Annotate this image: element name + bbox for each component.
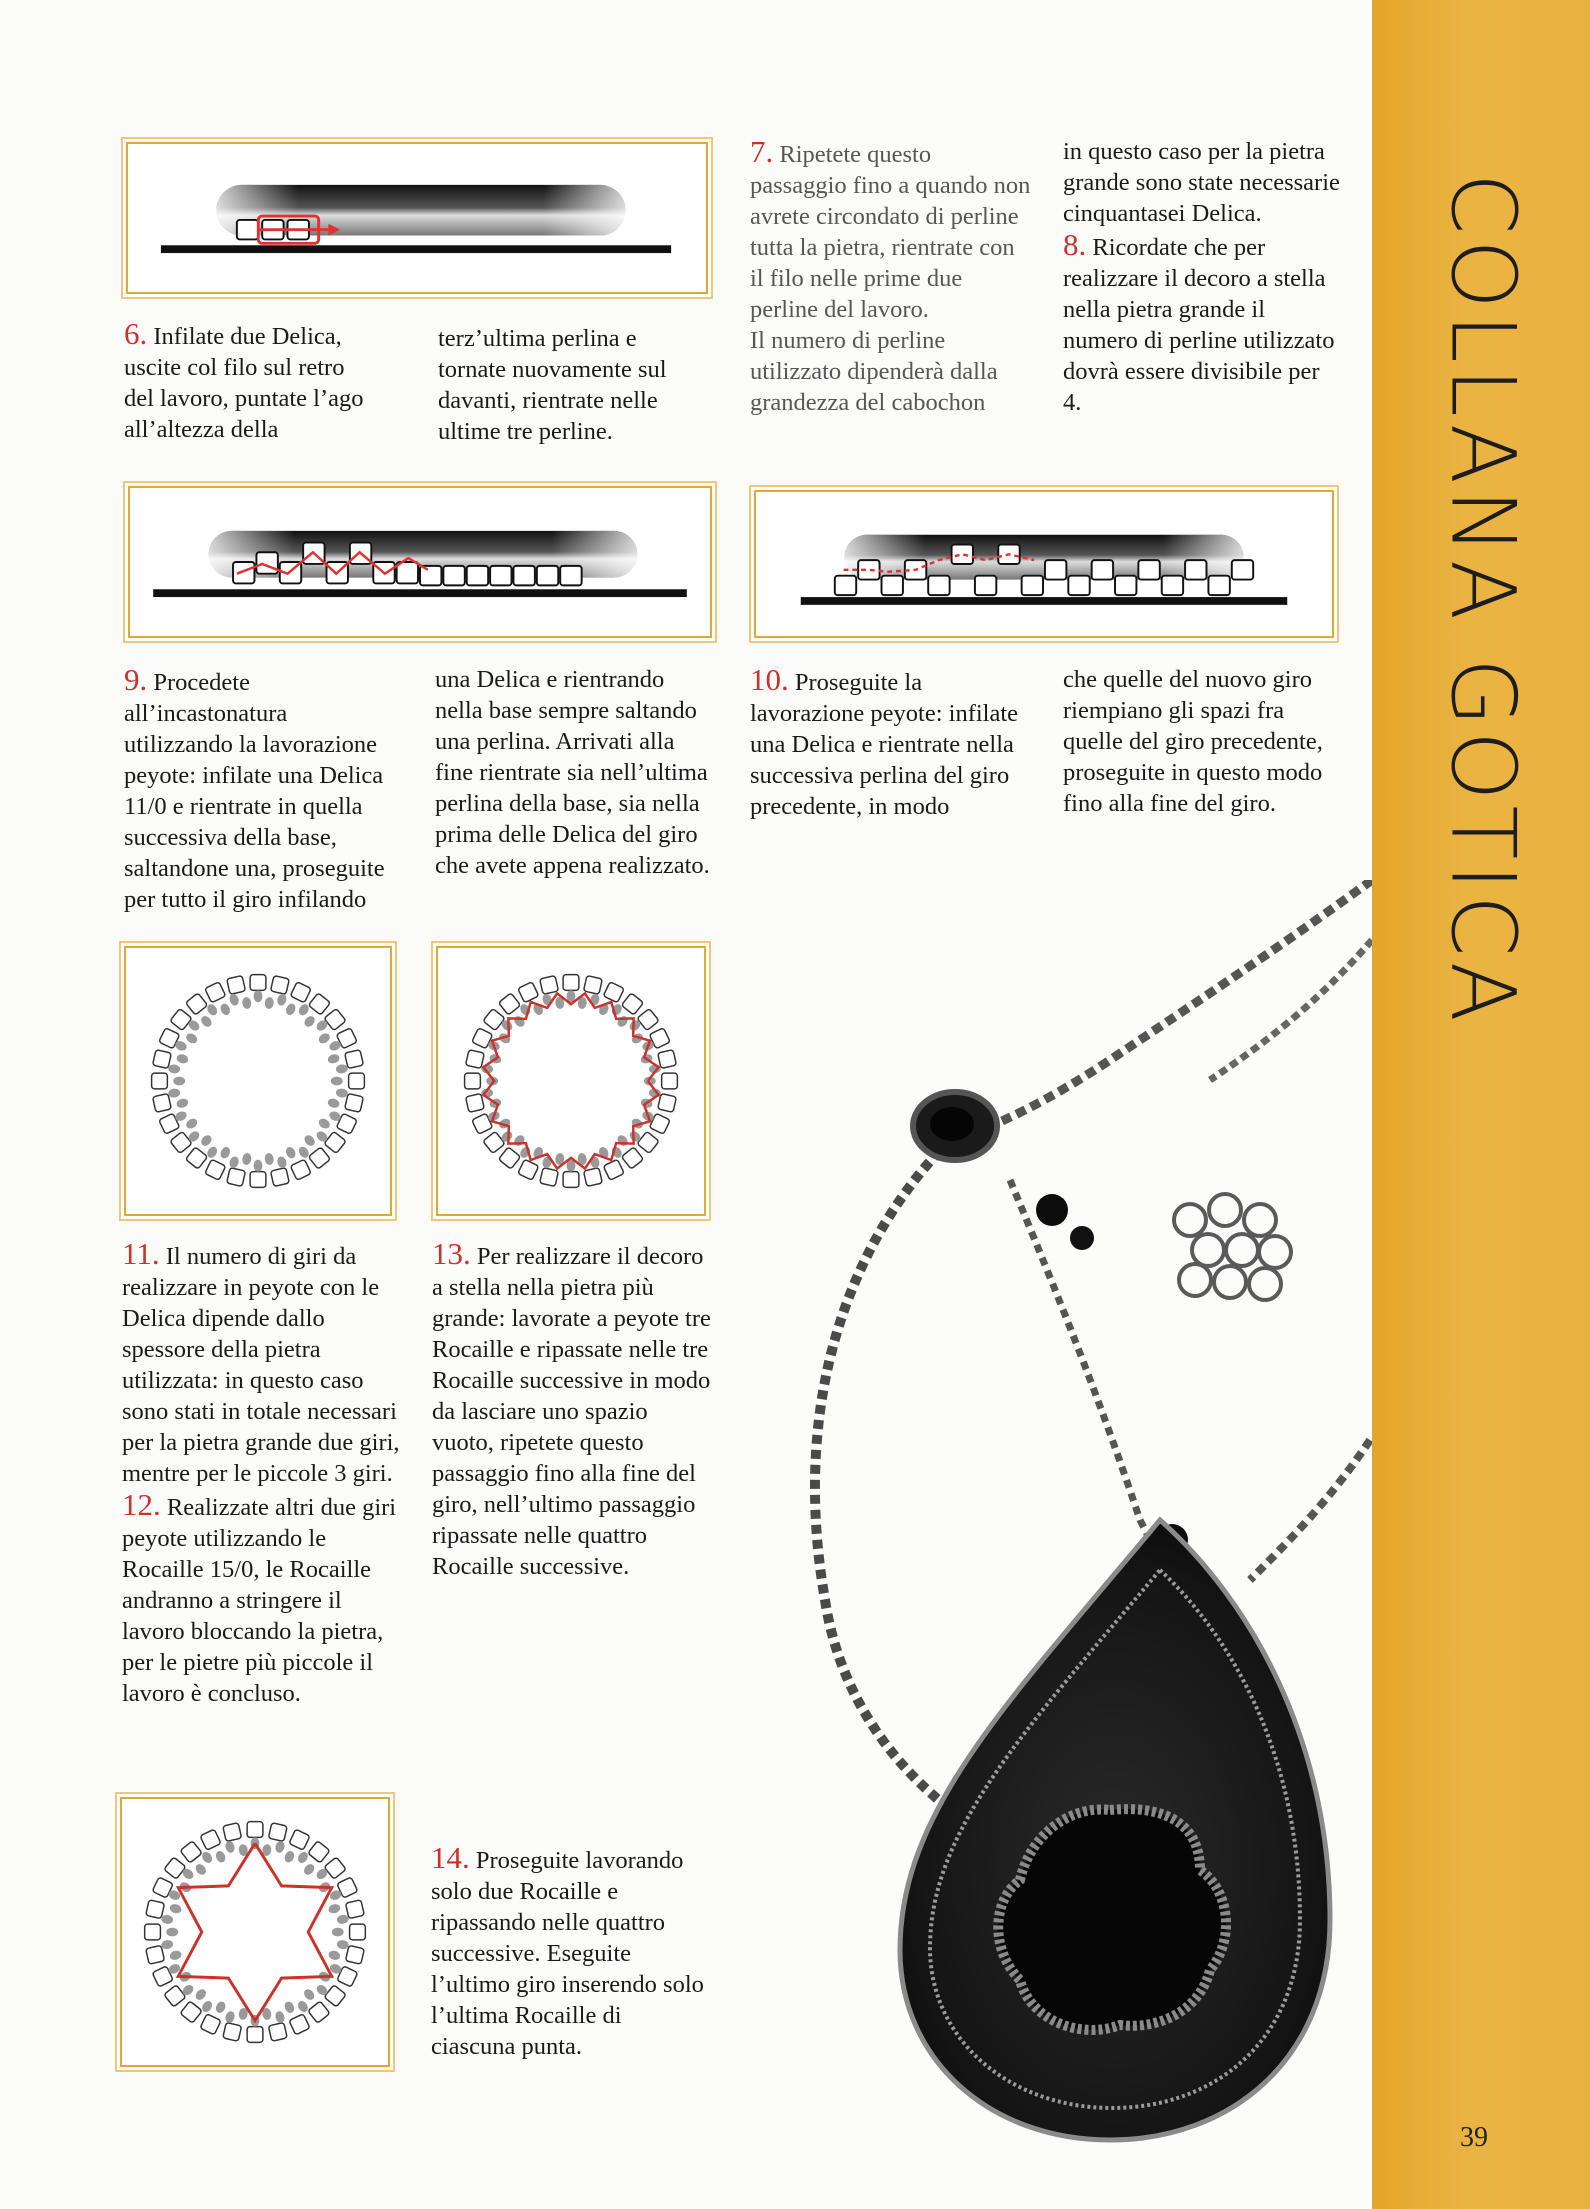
step-9-col2 bbox=[435, 664, 713, 881]
diagram-peyote-row bbox=[130, 488, 710, 636]
delica-bead bbox=[146, 1945, 165, 1964]
delica-bead bbox=[637, 1131, 659, 1153]
delica-bead bbox=[466, 1050, 485, 1069]
step-text: una Delica e rientrando nella base sempre saltando una perlina. Arrivati alla fine rientrate sia nell’ultima perlina della base, sia nella prima delle Delica del giro che avete appena realizzato. bbox=[435, 666, 710, 879]
delica-bead bbox=[227, 1168, 246, 1187]
delica-bead bbox=[247, 1822, 263, 1838]
delica-bead bbox=[603, 1159, 624, 1180]
rocaille-bead bbox=[242, 1153, 252, 1166]
rocaille-bead bbox=[541, 1155, 553, 1169]
step-text: Ripetete questo passaggio fino a quando non avrete circondato di perline tutta la pietra, rientrate con il filo nelle prime due perline del lavoro. bbox=[750, 141, 1031, 323]
rocaille-bead bbox=[274, 2010, 286, 2024]
delica-bead bbox=[324, 1131, 346, 1153]
delica-bead bbox=[250, 975, 266, 991]
step-text: Per realizzare il decoro a stella nella pietra più grande: lavorate a peyote tre Rocaille e ripassate nelle tre Rocaille successive in modo da lasciare uno spazio vuoto, ripetete questo passaggio fino alla fine del giro, nell’ultimo passaggio ripassate nelle quattro Rocaille successive. bbox=[432, 1243, 711, 1580]
delica-bead bbox=[603, 982, 624, 1003]
rocaille-bead bbox=[161, 1914, 174, 1924]
step-text: Procedete all’incastonatura utilizzando la lavorazione peyote: infilate una Delica 11/0 e rientrate in quella successiva della base, saltandone una, proseguite per tutto il giro infilando bbox=[124, 669, 385, 913]
step-number: 9. bbox=[124, 662, 148, 697]
figure-step-10 bbox=[754, 490, 1334, 638]
delica-bead bbox=[637, 1008, 659, 1030]
delica-bead bbox=[483, 1008, 505, 1030]
step-text: Proseguite la lavorazione peyote: infilate una Delica e rientrate nella successiva perlina del giro precedente, in modo bbox=[750, 669, 1019, 820]
delica-bead bbox=[350, 1924, 366, 1940]
rocaille-bead bbox=[302, 1014, 316, 1029]
rocaille-bead bbox=[184, 1031, 199, 1045]
rocaille-bead bbox=[327, 1053, 341, 1065]
delica-bead bbox=[170, 1009, 192, 1031]
rocaille-bead bbox=[317, 1031, 332, 1045]
rocaille-bead bbox=[200, 1999, 214, 2014]
step-6-col1 bbox=[124, 318, 374, 445]
rocaille-bead bbox=[254, 990, 263, 1002]
step-9-col1 bbox=[124, 664, 396, 915]
diagram-bead-star bbox=[122, 1799, 388, 2065]
delica-bead bbox=[270, 1168, 289, 1187]
delica-bead bbox=[345, 1900, 364, 1919]
delica-bead bbox=[308, 1841, 330, 1863]
rocaille-bead bbox=[336, 1939, 349, 1949]
step-10-col1 bbox=[750, 664, 1020, 822]
step-number: 6. bbox=[124, 316, 148, 351]
figure-step-13 bbox=[436, 946, 706, 1216]
step-number: 13. bbox=[432, 1236, 471, 1271]
rocaille-bead bbox=[228, 993, 240, 1007]
rocaille-bead bbox=[194, 1987, 208, 2002]
delica-bead bbox=[345, 1093, 364, 1112]
step-7-8-col2 bbox=[1063, 136, 1343, 418]
rocaille-bead bbox=[199, 1014, 213, 1029]
step-text: che quelle del nuovo giro riempiano gli spazi fra quelle del giro precedente, proseguite in questo modo fino alla fine del giro. bbox=[1063, 666, 1323, 817]
delica-bead bbox=[200, 1829, 221, 1850]
delica-bead bbox=[145, 1924, 161, 1940]
step-6-col2 bbox=[438, 323, 708, 447]
delica-bead bbox=[180, 2001, 202, 2023]
delica-bead bbox=[662, 1073, 678, 1089]
step-text: terz’ultima perlina e tornate nuovamente sul davanti, rientrate nelle ultime tre perline. bbox=[438, 325, 667, 445]
rocaille-bead bbox=[168, 1064, 181, 1074]
step-7-col1 bbox=[750, 136, 1032, 418]
delica-bead bbox=[153, 1050, 172, 1069]
delica-bead bbox=[518, 982, 539, 1003]
step-number: 12. bbox=[122, 1487, 161, 1522]
rocaille-bead bbox=[296, 1999, 310, 2014]
step-text: Il numero di giri da realizzare in peyote con le Delica dipende dallo spessore della pietra utilizzata: in questo caso sono stati in totale necessari per la pietra grande due giri, mentre per le piccole 3 giri. bbox=[122, 1243, 400, 1487]
rocaille-bead bbox=[284, 1002, 297, 1016]
step-13 bbox=[432, 1238, 712, 1582]
delica-bead bbox=[205, 982, 226, 1003]
pendant-illustration bbox=[730, 880, 1372, 2209]
rocaille-bead bbox=[169, 1903, 183, 1915]
delica-bead bbox=[250, 1172, 266, 1188]
diagram-bead-ring-zigzag bbox=[438, 948, 704, 1214]
delica-bead bbox=[324, 1857, 346, 1879]
delica-bead bbox=[345, 1050, 364, 1069]
delica-bead bbox=[324, 1985, 346, 2007]
rocaille-bead bbox=[327, 1903, 341, 1915]
delica-bead bbox=[621, 993, 643, 1015]
step-text: Ricordate che per realizzare il decoro a stella nella pietra grande il numero di perline utilizzato dovrà essere divisibile per 4. bbox=[1063, 234, 1335, 416]
rocaille-bead bbox=[199, 1133, 213, 1148]
rocaille-bead bbox=[228, 1155, 240, 1169]
delica-bead bbox=[164, 1857, 186, 1879]
step-text: Infilate due Delica, uscite col filo sul retro del lavoro, puntate l’ago all’altezza della bbox=[124, 323, 364, 443]
delica-bead bbox=[583, 976, 602, 995]
delica-bead bbox=[583, 1168, 602, 1187]
rocaille-bead bbox=[283, 2000, 296, 2014]
delica-bead bbox=[540, 976, 559, 995]
rocaille-bead bbox=[224, 1840, 236, 1854]
diagram-peyote-second-row bbox=[756, 492, 1332, 636]
rocaille-bead bbox=[254, 1160, 263, 1172]
delica-bead bbox=[170, 1131, 192, 1153]
rocaille-bead bbox=[219, 1145, 232, 1159]
delica-bead bbox=[483, 1131, 505, 1153]
delica-bead bbox=[164, 1985, 186, 2007]
delica-bead bbox=[268, 1823, 287, 1842]
delica-bead bbox=[223, 1823, 242, 1842]
step-text: Realizzate altri due giri peyote utilizzando le Rocaille 15/0, le Rocaille andranno a stringere il lavoro bloccando la pietra, per le pietre più piccole il lavoro è concluso. bbox=[122, 1494, 397, 1707]
step-number: 14. bbox=[431, 1840, 470, 1875]
rocaille-bead bbox=[276, 993, 288, 1007]
figure-step-11 bbox=[124, 946, 392, 1216]
rocaille-bead bbox=[302, 1133, 316, 1148]
rocaille-bead bbox=[327, 1949, 341, 1961]
rocaille-bead bbox=[175, 1053, 189, 1065]
step-10-col2 bbox=[1063, 664, 1335, 819]
rocaille-bead bbox=[224, 2010, 236, 2024]
step-text: Proseguite lavorando solo due Rocaille e ripassando nelle quattro successive. Eseguite l’ultimo giro inserendo solo l’ultima Rocaille di ciascuna punta. bbox=[431, 1847, 704, 2060]
rocaille-bead bbox=[512, 1014, 526, 1029]
delica-bead bbox=[349, 1073, 365, 1089]
rocaille-bead bbox=[327, 1097, 341, 1109]
rocaille-bead bbox=[302, 1862, 316, 1877]
rocaille-bead bbox=[169, 1949, 183, 1961]
rocaille-bead bbox=[219, 1002, 232, 1016]
delica-bead bbox=[180, 1841, 202, 1863]
delica-bead bbox=[466, 1093, 485, 1112]
diagram-bead-ring bbox=[126, 948, 390, 1214]
figure-step-14 bbox=[120, 1797, 390, 2067]
delica-bead bbox=[465, 1073, 481, 1089]
delica-bead bbox=[223, 2022, 242, 2041]
delica-bead bbox=[227, 976, 246, 995]
rocaille-bead bbox=[317, 1117, 332, 1131]
step-number: 7. bbox=[750, 134, 774, 169]
delica-bead bbox=[205, 1159, 226, 1180]
delica-bead bbox=[200, 2014, 221, 2035]
rocaille-bead bbox=[336, 1914, 349, 1924]
rocaille-bead bbox=[276, 1155, 288, 1169]
figure-step-6 bbox=[126, 142, 708, 294]
rocaille-bead bbox=[200, 1850, 214, 1865]
delica-bead bbox=[308, 1147, 330, 1169]
rocaille-bead bbox=[284, 1145, 297, 1159]
rocaille-bead bbox=[184, 1117, 199, 1131]
delica-bead bbox=[290, 982, 311, 1003]
rocaille-bead bbox=[194, 1862, 208, 1877]
delica-bead bbox=[540, 1168, 559, 1187]
step-text: Il numero di perline utilizzato dipenderà dalla grandezza del cabochon bbox=[750, 327, 998, 416]
rocaille-bead bbox=[283, 1850, 296, 1864]
step-number: 10. bbox=[750, 662, 789, 697]
delica-bead bbox=[186, 1147, 208, 1169]
rocaille-bead bbox=[615, 1014, 629, 1029]
rocaille-bead bbox=[335, 1064, 348, 1074]
delica-bead bbox=[498, 993, 520, 1015]
rocaille-bead bbox=[175, 1097, 189, 1109]
step-text: in questo caso per la pietra grande sono state necessarie cinquantasei Delica. bbox=[1063, 138, 1340, 227]
delica-bead bbox=[308, 993, 330, 1015]
rocaille-bead bbox=[296, 1850, 310, 1865]
delica-bead bbox=[290, 1159, 311, 1180]
delica-bead bbox=[268, 2022, 287, 2041]
rocaille-bead bbox=[274, 1840, 286, 1854]
delica-bead bbox=[518, 1159, 539, 1180]
section-title: COLLANA GOTICA bbox=[1431, 173, 1535, 1027]
rocaille-bead bbox=[173, 1077, 185, 1086]
delica-bead bbox=[153, 1093, 172, 1112]
figure-step-9 bbox=[128, 486, 712, 638]
rocaille-bead bbox=[335, 1088, 348, 1098]
rocaille-bead bbox=[589, 993, 601, 1007]
rocaille-bead bbox=[541, 993, 553, 1007]
rocaille-bead bbox=[264, 1153, 274, 1166]
delica-bead bbox=[289, 2014, 310, 2035]
delica-bead bbox=[498, 1147, 520, 1169]
rocaille-bead bbox=[589, 1155, 601, 1169]
page-number: 39 bbox=[1460, 2122, 1488, 2153]
delica-bead bbox=[563, 975, 579, 991]
rocaille-bead bbox=[161, 1939, 174, 1949]
rocaille-bead bbox=[332, 1928, 344, 1937]
delica-bead bbox=[146, 1900, 165, 1919]
thread-path bbox=[483, 993, 658, 1168]
step-number: 8. bbox=[1063, 227, 1087, 262]
step-14 bbox=[431, 1842, 711, 2062]
delica-bead bbox=[324, 1009, 346, 1031]
rocaille-bead bbox=[264, 997, 274, 1010]
delica-bead bbox=[621, 1147, 643, 1169]
rocaille-bead bbox=[512, 1133, 526, 1148]
necklace-photo bbox=[730, 880, 1372, 2209]
rocaille-bead bbox=[166, 1928, 178, 1937]
rocaille-bead bbox=[331, 1077, 343, 1086]
delica-bead bbox=[308, 2001, 330, 2023]
rocaille-bead bbox=[302, 1987, 316, 2002]
rocaille-bead bbox=[242, 997, 252, 1010]
delica-bead bbox=[152, 1073, 168, 1089]
delica-bead bbox=[658, 1050, 677, 1069]
rocaille-bead bbox=[168, 1088, 181, 1098]
delica-bead bbox=[186, 993, 208, 1015]
delica-bead bbox=[345, 1945, 364, 1964]
step-number: 11. bbox=[122, 1236, 160, 1271]
delica-bead bbox=[658, 1093, 677, 1112]
diagram-bead-start bbox=[128, 144, 706, 292]
step-11-12 bbox=[122, 1238, 402, 1709]
delica-bead bbox=[289, 1829, 310, 1850]
rocaille-bead bbox=[615, 1133, 629, 1148]
delica-bead bbox=[270, 976, 289, 995]
delica-bead bbox=[247, 2027, 263, 2043]
delica-bead bbox=[563, 1172, 579, 1188]
rocaille-bead bbox=[214, 1850, 227, 1864]
rocaille-bead bbox=[214, 2000, 227, 2014]
